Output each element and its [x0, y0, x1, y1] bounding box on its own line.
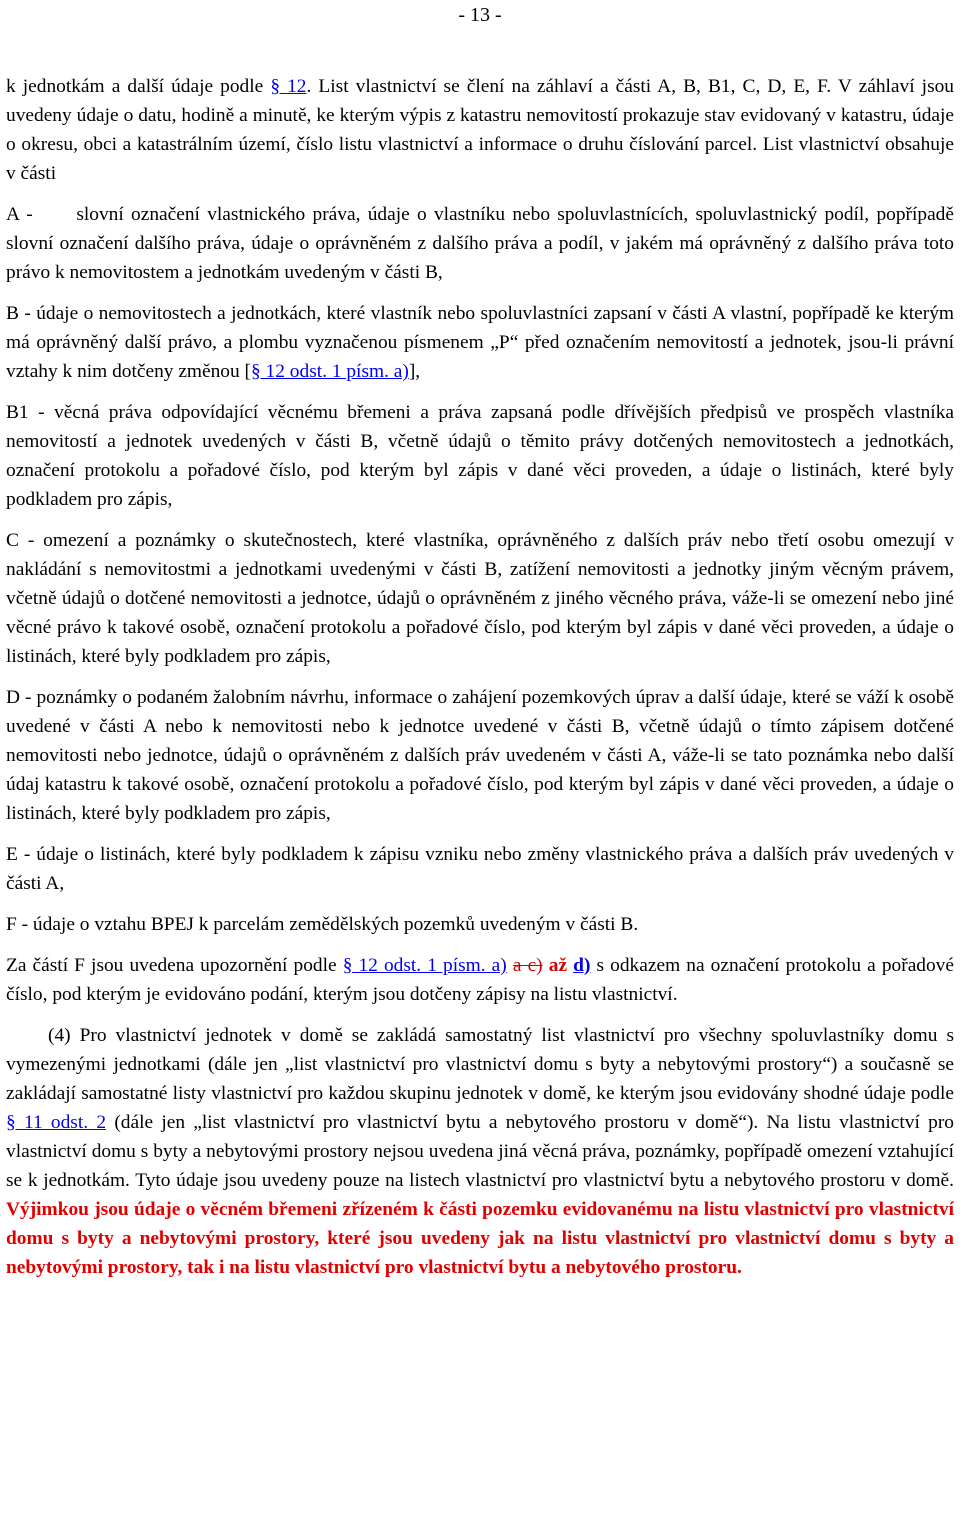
paragraph-warnings: [6, 951, 954, 1009]
part-b-text-2: ],: [408, 361, 421, 382]
inserted-text-az: až: [548, 955, 568, 976]
paragraph-intro: [6, 72, 954, 188]
deleted-text-a: a: [512, 955, 528, 976]
intro-text-2: . List vlastnictví se člení na záhlaví a části A, B, B1, C, D, E, F. V záhlaví jsou uvedeny údaje o datu, hodině a minutě, ke kterým výpis z katastru nemovitostí prokazuje stav evidovaný v katastru, údaje o okresu, obci a katastrálním území, číslo listu vlastnictví a informace o druhu číslování parcel. List vlastnictví obsahuje v části: [6, 76, 955, 184]
page-number: - 13 -: [458, 4, 502, 26]
part-a-lead: A -: [6, 204, 33, 225]
intro-text-1: k jednotkám a další údaje podle: [6, 76, 271, 97]
paragraph-part-a: [6, 200, 954, 287]
link-section-12[interactable]: § 12: [270, 76, 307, 97]
warnings-text-1: Za částí F jsou uvedena upozornění podle: [6, 955, 343, 976]
para4-text-1: (4) Pro vlastnictví jednotek v domě se zakládá samostatný list vlastnictví pro všechny spoluvlastníky domu s vymezenými jednotkami (dále jen „list vlastnictví pro vlastnictví domu s byty a nebytovými prostory“) a současně se zakládají samostatné listy vlastnictví pro každou skupinu jednotek v domě, ke kterým jsou evidovány shodné údaje podle: [6, 1025, 954, 1104]
paragraph-part-f: F - údaje o vztahu BPEJ k parcelám zemědělských pozemků uvedeným v části B.: [6, 914, 639, 935]
link-section-12-1a-warnings[interactable]: § 12 odst. 1 písm. a): [342, 955, 507, 976]
document-body: [6, 72, 954, 1294]
para4-amendment-text: Výjimkou jsou údaje o věcném břemeni zřízeném k části pozemku evidovanému na listu vlastnictví pro vlastnictví domu s byty a nebytovými prostory, které jsou uvedeny jak na listu vlastnictví pro vlastnictví domu s byty a nebytovými prostory, tak i na listu vlastnictví pro vlastnictví bytu a nebytového prostoru.: [6, 1199, 954, 1278]
deleted-text-c: c): [527, 955, 543, 976]
paragraph-part-b: [6, 299, 954, 386]
para4-text-2: (dále jen „list vlastnictví pro vlastnictví bytu a nebytového prostoru v domě“). Na listu vlastnictví pro vlastnictví domu s byty a nebytovými prostory nejsou uvedena jiná věcná práva, poznámky, popřípadě omezení vztahující se k jednotkám. Tyto údaje jsou uvedeny pouze na listech vlastnictví pro vlastnictví bytu a nebytového prostoru v domě.: [6, 1112, 954, 1191]
paragraph-part-e: E - údaje o listinách, které byly podkladem k zápisu vzniku nebo změny vlastnického práva a dalších práv uvedených v části A,: [6, 844, 954, 894]
paragraph-part-d: D - poznámky o podaném žalobním návrhu, informace o zahájení pozemkových úprav a další údaje, které se váží k osobě uvedené v části A nebo k nemovitosti nebo k jednotce uvedené v části B, včetně údajů o tímto zápisem dotčené nemovitosti nebo jednotce, údajů o oprávněném z dalších práv uvedeném v části A, váže-li se tato poznámka nebo další údaj katastru k takové osobě, označení protokolu a pořadové číslo, pod kterým byl zápis v dané věci proveden, a údaje o listinách, které byly podkladem pro zápis,: [6, 687, 954, 824]
paragraph-part-b1: B1 - věcná práva odpovídající věcnému břemeni a práva zapsaná podle dřívějších předpisů ve prospěch vlastníka nemovitostí a jednotek uvedených v části B, včetně údajů o těmito právy dotčených nemovitostech a jednotkách, označení protokolu a pořadové číslo, pod kterým byl zápis v dané věci proveden, a údaje o listinách, které byly podkladem pro zápis,: [6, 402, 954, 510]
warnings-text-2: s odkazem na označení protokolu a pořadové číslo, pod kterým je evidováno podání, kterým jsou dotčeny zápisy na listu vlastnictví.: [6, 955, 954, 1005]
part-a-text: slovní označení vlastnického práva, údaje o vlastníku nebo spoluvlastnících, spoluvlastnický podíl, popřípadě slovní označení dalšího práva, údaje o oprávněném z dalšího práva a podíl, v jakém má oprávněný z dalšího práva toto právo k nemovitostem a jednotkám uvedeným v části B,: [6, 204, 954, 283]
paragraph-part-c: C - omezení a poznámky o skutečnostech, které vlastníka, oprávněného z dalších práv nebo třetí osobu omezují v nakládání s nemovitostmi a jednotkami uvedenými v části B, zatížení nemovitosti a jednotky jiným věcným právem, včetně údajů o dotčené nemovitosti a jednotce, údajů o oprávněném z jiného věcného práva, váže-li se omezení nebo jiné věcné právo k takové osobě, označení protokolu a pořadové číslo, pod kterým byl zápis v dané věci proveden, a údaje o listinách, které byly podkladem pro zápis,: [6, 530, 954, 667]
link-section-11-2[interactable]: § 11 odst. 2: [6, 1112, 107, 1133]
part-b-text-1: B - údaje o nemovitostech a jednotkách, které vlastník nebo spoluvlastníci zapsaní v části A vlastní, popřípadě ke kterým má oprávněný další právo, a plombu vyznačenou písmenem „P“ před označením nemovitostí a jednotek, jsou-li právní vztahy k nim dotčeny změnou [: [6, 303, 954, 382]
paragraph-4: [6, 1021, 954, 1282]
inserted-link-d[interactable]: d): [573, 955, 591, 976]
link-section-12-1a[interactable]: § 12 odst. 1 písm. a): [251, 361, 409, 382]
